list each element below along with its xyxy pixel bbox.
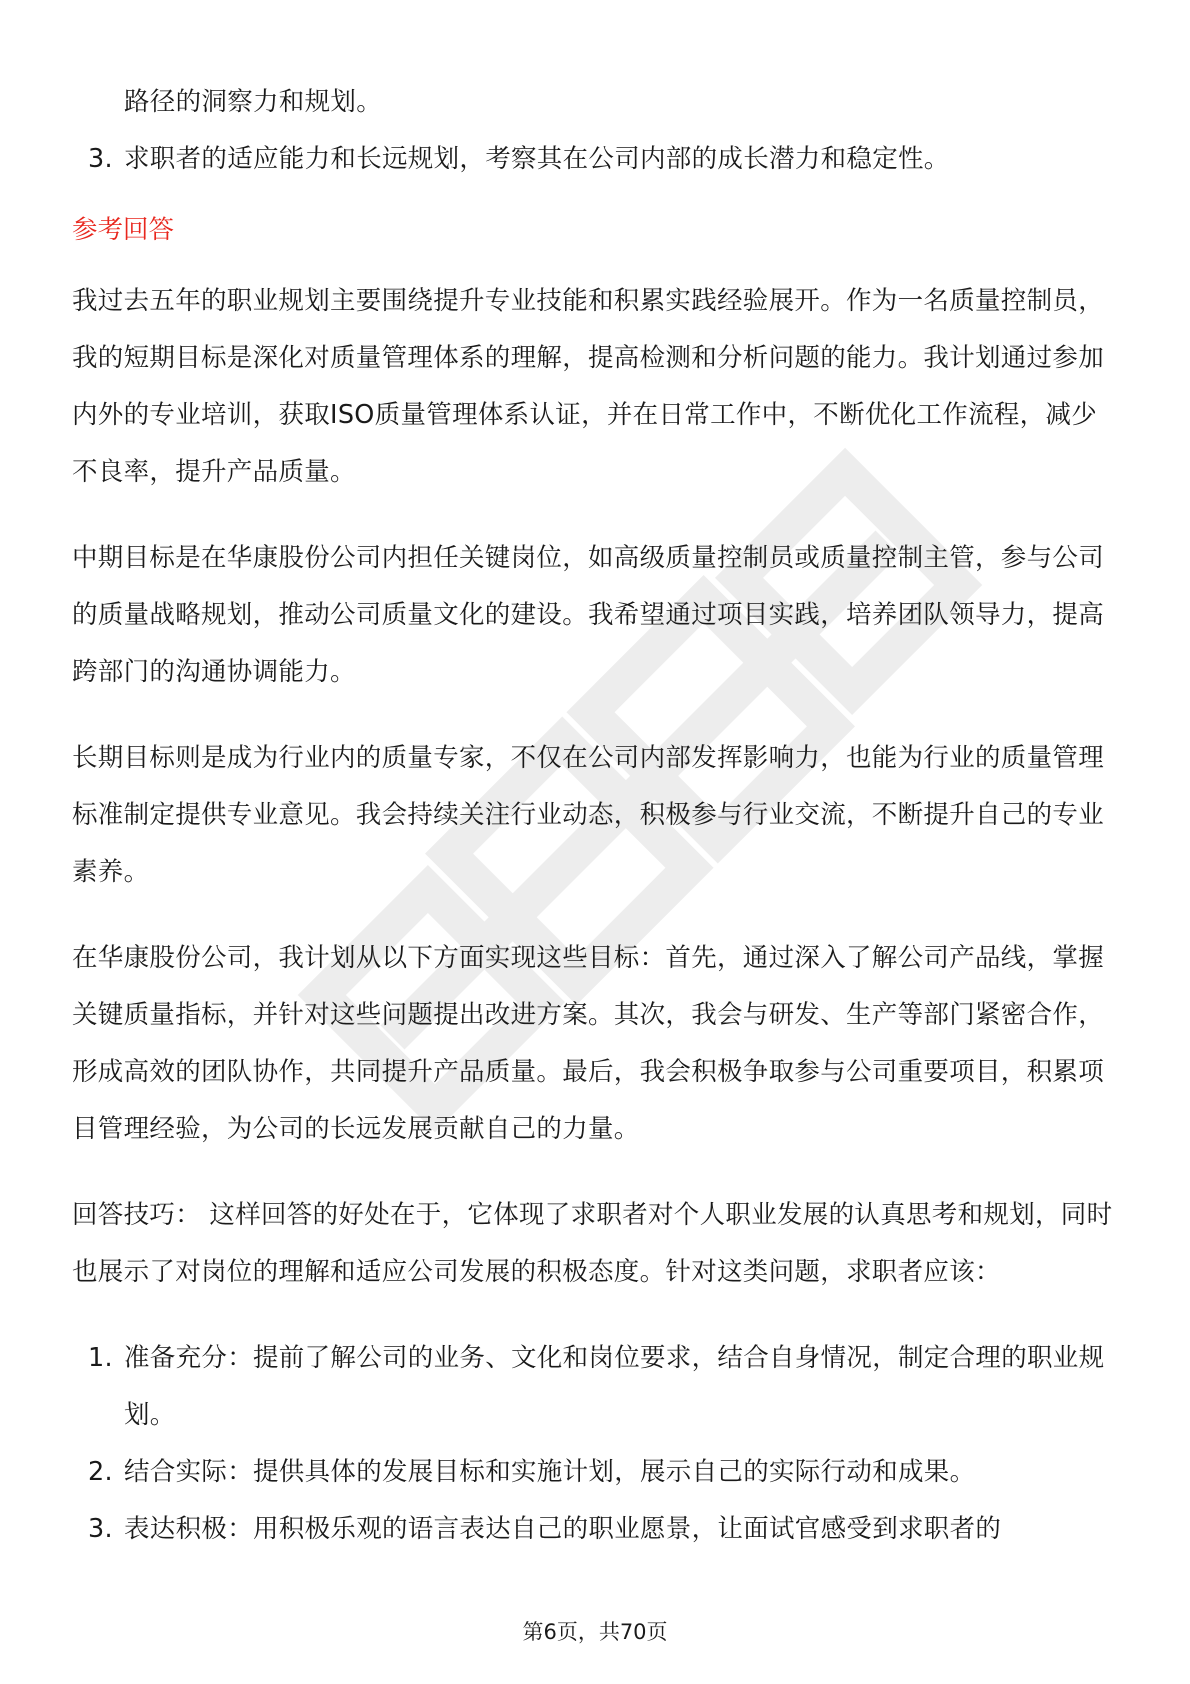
paragraph-plan: 在华康股份公司，我计划从以下方面实现这些目标：首先，通过深入了解公司产品线，掌握关键质量指标，并针对这些问题提出改进方案。其次，我会与研发、生产等部门紧密合作，形成高效的团队协作，共同提升产品质量。最后，我会积极争取参与公司重要项目，积累项目管理经验，为公司的长远发展贡献自己的力量。 (72, 943, 1105, 1144)
list-item-number: 3. (88, 144, 113, 174)
answer-heading: 参考回答 (72, 215, 175, 245)
list-item-number: 3. (88, 1514, 113, 1544)
list-item-text: 表达积极：用积极乐观的语言表达自己的职业愿景，让面试官感受到求职者的 (124, 1514, 1002, 1544)
paragraph-long-term: 长期目标则是成为行业内的质量专家，不仅在公司内部发挥影响力，也能为行业的质量管理标准制定提供专业意见。我会持续关注行业动态，积极参与行业交流，不断提升自己的专业素养。 (72, 743, 1105, 887)
list-item (72, 1444, 1122, 1501)
list-item (72, 74, 1122, 131)
tips-list (72, 1330, 1122, 1558)
list-item-text: 路径的洞察力和规划。 (124, 87, 383, 117)
main-content (72, 74, 1122, 1558)
list-item (72, 1330, 1122, 1444)
page-footer: 第6页，共70页 (522, 1620, 668, 1644)
paragraph-short-term: 我过去五年的职业规划主要围绕提升专业技能和积累实践经验展开。作为一名质量控制员，我的短期目标是深化对质量管理体系的理解，提高检测和分析问题的能力。我计划通过参加内外的专业培训，获取ISO质量管理体系认证，并在日常工作中，不断优化工作流程，减少不良率，提升产品质量。 (72, 286, 1105, 487)
list-item (72, 1501, 1122, 1558)
paragraph-mid-term: 中期目标是在华康股份公司内担任关键岗位，如高级质量控制员或质量控制主管，参与公司的质量战略规划，推动公司质量文化的建设。我希望通过项目实践，培养团队领导力，提高跨部门的沟通协调能力。 (72, 543, 1105, 687)
list-item (72, 131, 1122, 188)
list-item-number: 2. (88, 1457, 113, 1487)
list-item-text: 结合实际：提供具体的发展目标和实施计划，展示自己的实际行动和成果。 (124, 1457, 976, 1487)
list-item-number: 1. (88, 1343, 113, 1373)
list-item-text: 求职者的适应能力和长远规划，考察其在公司内部的成长潜力和稳定性。 (124, 144, 950, 174)
question-intent-list (72, 74, 1122, 188)
paragraph-tips-intro: 回答技巧： 这样回答的好处在于，它体现了求职者对个人职业发展的认真思考和规划，同时也展示了对岗位的理解和适应公司发展的积极态度。针对这类问题，求职者应该： (72, 1200, 1113, 1287)
list-item-text: 准备充分：提前了解公司的业务、文化和岗位要求，结合自身情况，制定合理的职业规划。 (124, 1343, 1105, 1430)
